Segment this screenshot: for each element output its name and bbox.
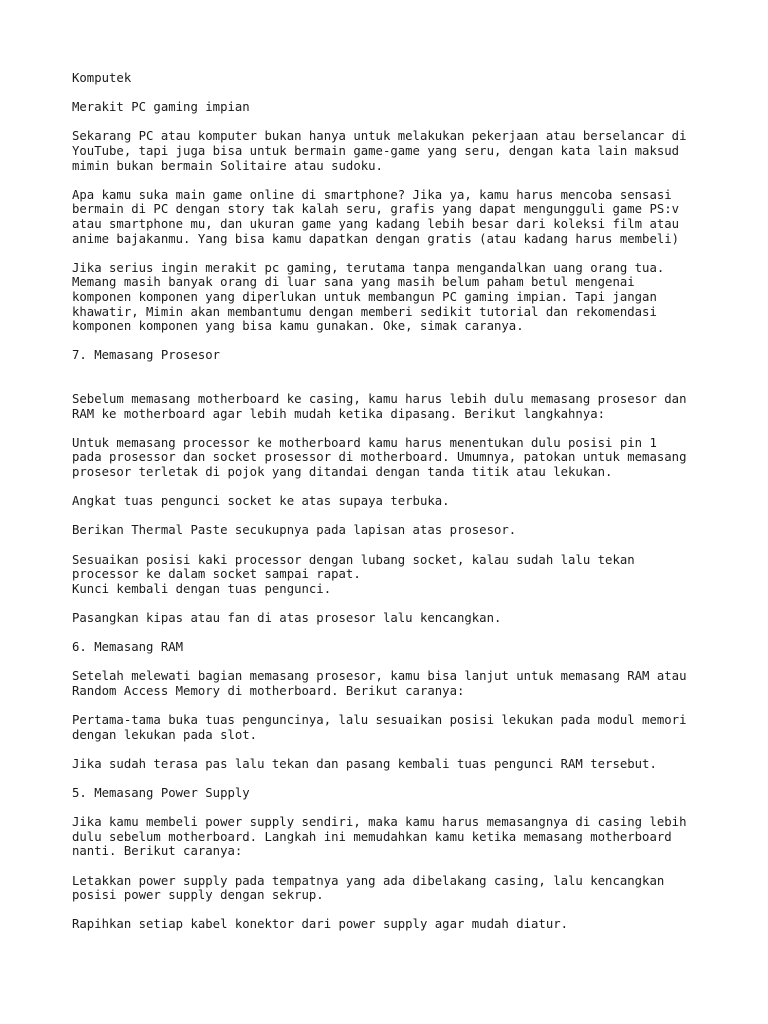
step-lever: Angkat tuas pengunci socket ke atas supaya terbuka.: [72, 494, 450, 509]
paragraph-serious: Jika serius ingin merakit pc gaming, terutama tanpa mengandalkan uang orang tua. Memang masih banyak orang di luar sana yang masih belum paham betul mengenai komponen komponen yang diperlukan untuk membangun PC gaming impian. Tapi jangan khawatir, Mimin akan membantumu dengan memberi sedikit tutorial dan rekomendasi komponen komponen yang bisa kamu gunakan. Oke, simak caranya.: [72, 260, 665, 334]
intro-paragraph: Sekarang PC atau komputer bukan hanya untuk melakukan pekerjaan atau berselancar di YouTube, tapi juga bisa untuk bermain game-game yang seru, dengan kata lain maksud mimin bukan bermain Solitaire atau sudoku.: [72, 129, 687, 173]
step-power-supply-cables: Rapihkan setiap kabel konektor dari power supply agar mudah diatur.: [72, 917, 569, 932]
site-name: Komputek: [72, 71, 132, 85]
step-power-supply-place: Letakkan power supply pada tempatnya yang ada dibelakang casing, lalu kencangkan posisi power supply dengan sekrup.: [72, 873, 665, 903]
step-fan: Pasangkan kipas atau fan di atas prosesor lalu kencangkan.: [72, 610, 502, 625]
paragraph-prosesor-pin: Untuk memasang processor ke motherboard kamu harus menentukan dulu posisi pin 1 pada prosessor dan socket prosessor di motherboard. Umumnya, patokan untuk memasang prosesor terletak di pojok yang ditandai dengan tanda titik atau lekukan.: [72, 435, 687, 480]
step-ram-open: Pertama-tama buka tuas penguncinya, lalu sesuaikan posisi lekukan pada modul memori dengan lekukan pada slot.: [72, 713, 687, 742]
step-thermal-paste: Berikan Thermal Paste secukupnya pada lapisan atas prosesor.: [72, 523, 517, 538]
step-socket: Sesuaikan posisi kaki processor dengan lubang socket, kalau sudah lalu tekan processor ke dalam socket sampai rapat. Kunci kembali dengan tuas pengunci.: [72, 552, 635, 596]
paragraph-ram-intro: Setelah melewati bagian memasang prosesor, kamu bisa lanjut untuk memasang RAM atau Random Access Memory di motherboard. Berikut caranya:: [72, 669, 687, 698]
paragraph-prosesor-intro: Sebelum memasang motherboard ke casing, kamu harus lebih dulu memasang prosesor dan RAM ke motherboard agar lebih mudah ketika dipasang. Berikut langkahnya:: [72, 392, 687, 421]
paragraph-smartphone: Apa kamu suka main game online di smartphone? Jika ya, kamu harus mencoba sensasi bermain di PC dengan story tak kalah seru, grafis yang dapat mengungguli game PS:v atau smartphone mu, dan ukuran game yang kadang lebih besar dari koleksi film atau anime bajakanmu. Yang bisa kamu dapatkan dengan gratis (atau kadang harus membeli): [72, 187, 680, 246]
section-heading-prosesor: 7. Memasang Prosesor: [72, 348, 221, 363]
paragraph-power-supply-intro: Jika kamu membeli power supply sendiri, maka kamu harus memasangnya di casing lebih dulu sebelum motherboard. Langkah ini memudahkan kamu ketika memasang motherboard nanti. Berikut caranya:: [72, 815, 687, 859]
section-heading-ram: 6. Memasang RAM: [72, 640, 184, 655]
section-heading-power-supply: 5. Memasang Power Supply: [72, 786, 250, 801]
step-ram-press: Jika sudah terasa pas lalu tekan dan pasang kembali tuas pengunci RAM tersebut.: [72, 756, 657, 771]
document-page: [72, 71, 712, 947]
article-title: Merakit PC gaming impian: [72, 100, 250, 115]
